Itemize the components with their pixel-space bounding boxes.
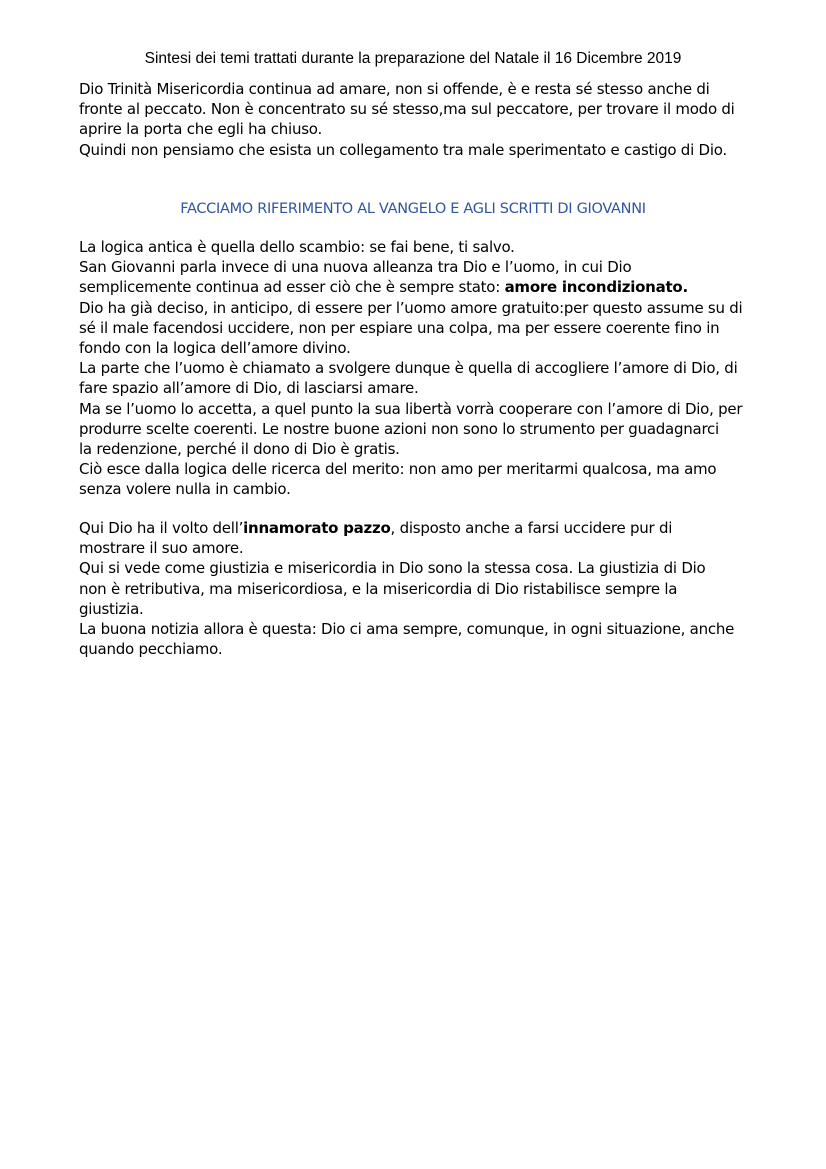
text-line: produrre scelte coerenti. Le nostre buone azioni non sono lo strumento per guadagnarci bbox=[79, 419, 719, 438]
section-heading: FACCIAMO RIFERIMENTO AL VANGELO E AGLI SCRITTI DI GIOVANNI bbox=[180, 201, 646, 217]
text-line: Qui si vede come giustizia e misericordia in Dio sono la stessa cosa. La giustizia di Dio bbox=[79, 559, 706, 578]
text-line: fondo con la logica dell’amore divino. bbox=[79, 338, 351, 357]
text-line: Ciò esce dalla logica delle ricerca del merito: non amo per meritarmi qualcosa, ma amo bbox=[79, 460, 717, 479]
text-line: mostrare il suo amore. bbox=[79, 539, 244, 558]
text-segment: , disposto anche a farsi uccidere pur di bbox=[390, 519, 673, 537]
text-line: fare spazio all’amore di Dio, di lasciarsi amare. bbox=[79, 379, 419, 398]
text-segment: Qui Dio ha il volto dell’ bbox=[79, 519, 244, 537]
intro-line: aprire la porta che egli ha chiuso. bbox=[79, 120, 322, 139]
intro-paragraph bbox=[79, 79, 759, 160]
text-line: San Giovanni parla invece di una nuova alleanza tra Dio e l’uomo, in cui Dio bbox=[79, 258, 632, 277]
intro-line: fronte al peccato. Non è concentrato su sé stesso,ma sul peccatore, per trovare il modo di bbox=[79, 100, 735, 119]
document-title: Sintesi dei temi trattati durante la preparazione del Natale il 16 Dicembre 2019 bbox=[144, 50, 682, 67]
text-line: Dio ha già deciso, in anticipo, di essere per l’uomo amore gratuito:per questo assume su di bbox=[79, 298, 743, 317]
text-line bbox=[79, 518, 759, 538]
text-line: senza volere nulla in cambio. bbox=[79, 480, 291, 499]
text-line: La parte che l’uomo è chiamato a svolgere dunque è quella di accogliere l’amore di Dio, di bbox=[79, 359, 738, 378]
section-one-paragraph bbox=[79, 237, 759, 499]
text-line: non è retributiva, ma misericordiosa, e la misericordia di Dio ristabilisce sempre la bbox=[79, 579, 678, 598]
text-line: quando pecchiamo. bbox=[79, 640, 223, 659]
text-line: giustizia. bbox=[79, 599, 144, 618]
text-line: Ma se l’uomo lo accetta, a quel punto la sua libertà vorrà cooperare con l’amore di Dio, per bbox=[79, 399, 743, 418]
intro-line: Dio Trinità Misericordia continua ad amare, non si offende, è e resta sé stesso anche di bbox=[79, 80, 710, 98]
intro-line: Quindi non pensiamo che esista un collegamento tra male sperimentato e castigo di Dio. bbox=[79, 140, 727, 159]
text-line: La buona notizia allora è questa: Dio ci ama sempre, comunque, in ogni situazione, anche bbox=[79, 619, 735, 638]
text-line: sé il male facendosi uccidere, non per espiare una colpa, ma per essere coerente fino in bbox=[79, 318, 720, 337]
text-line bbox=[79, 277, 759, 297]
section-two-paragraph bbox=[79, 518, 759, 659]
text-segment: semplicemente continua ad esser ciò che è sempre stato: bbox=[79, 278, 505, 297]
bold-phrase: amore incondizionato. bbox=[504, 278, 688, 297]
bold-phrase: innamorato pazzo bbox=[243, 519, 391, 537]
text-line: la redenzione, perché il dono di Dio è gratis. bbox=[79, 439, 400, 458]
text-line: La logica antica è quella dello scambio: se fai bene, ti salvo. bbox=[79, 238, 515, 256]
